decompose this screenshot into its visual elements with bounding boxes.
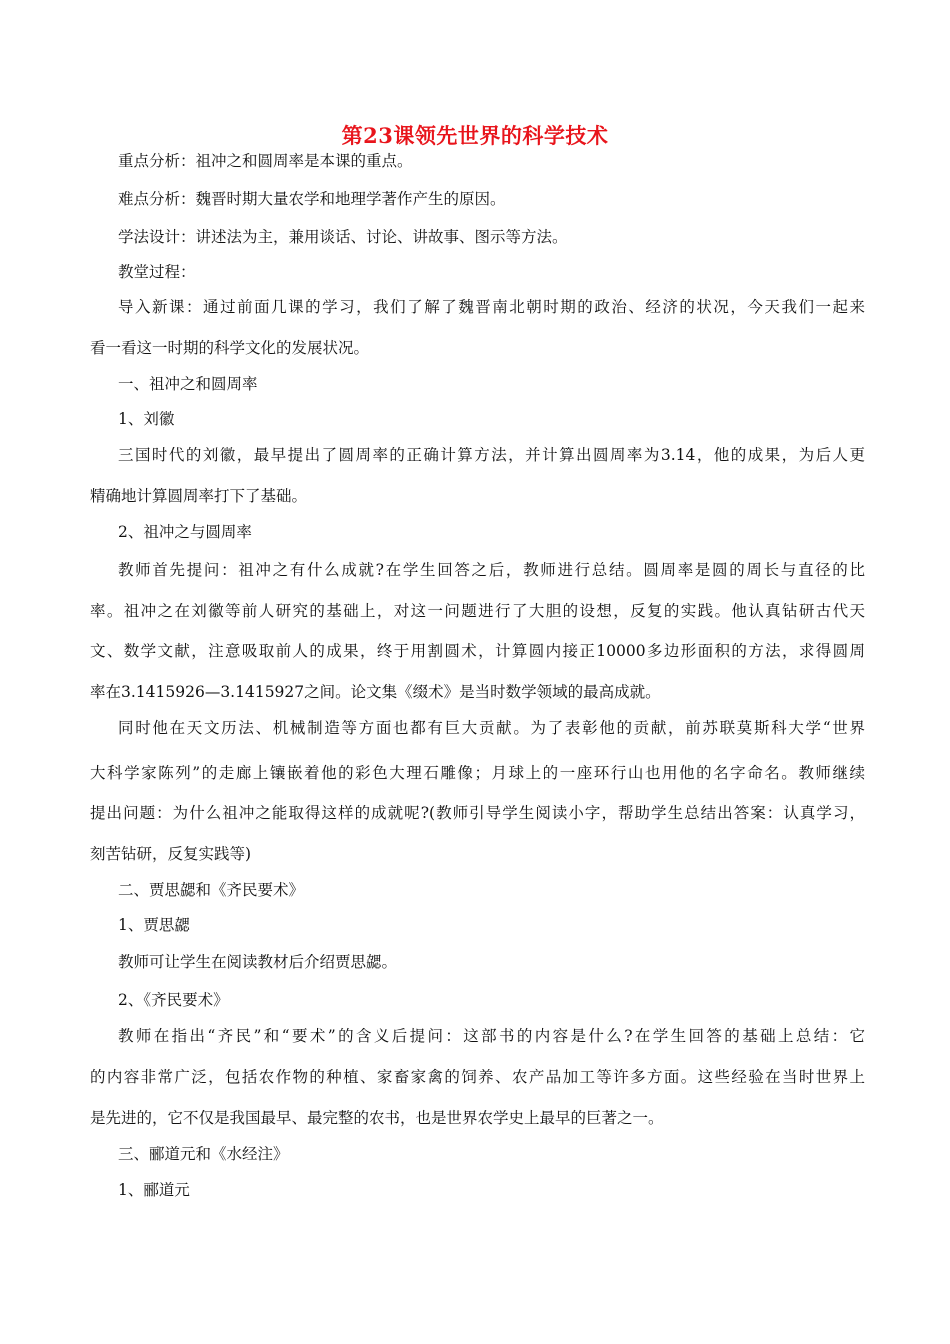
section-heading: 三、郦道元和《水经注》 — [118, 1145, 289, 1163]
paragraph-line: 提出问题：为什么祖冲之能取得这样的成就呢?(教师引导学生阅读小字，帮助学生总结出答案：认真学习， — [90, 804, 865, 822]
method-line: 学法设计：讲述法为主，兼用谈话、讨论、讲故事、图示等方法。 — [118, 228, 568, 246]
paragraph-line: 教师在指出“齐民”和“要术”的含义后提问：这部书的内容是什么?在学生回答的基础上总结：它 — [118, 1027, 865, 1045]
subsection-heading: 1、贾思勰 — [118, 916, 190, 934]
section-heading: 一、祖冲之和圆周率 — [118, 375, 258, 393]
paragraph-line: 三国时代的刘徽，最早提出了圆周率的正确计算方法，并计算出圆周率为3.14，他的成果，为后人更 — [118, 446, 865, 464]
subsection-heading: 1、刘徽 — [118, 410, 175, 428]
paragraph-line: 教师可让学生在阅读教材后介绍贾思勰。 — [118, 953, 398, 971]
process-heading: 教堂过程： — [118, 263, 196, 281]
paragraph-line: 看一看这一时期的科学文化的发展状况。 — [90, 339, 370, 357]
paragraph-line: 率。祖冲之在刘徽等前人研究的基础上，对这一问题进行了大胆的设想，反复的实践。他认真钻研古代天 — [90, 602, 865, 620]
key-point-line: 重点分析：祖冲之和圆周率是本课的重点。 — [118, 152, 413, 170]
paragraph-line: 精确地计算圆周率打下了基础。 — [90, 487, 308, 505]
paragraph-line: 文、数学文献，注意吸取前人的成果，终于用割圆术，计算圆内接正10000多边形面积的方法，求得圆周 — [90, 642, 865, 660]
paragraph-line: 导入新课：通过前面几课的学习，我们了解了魏晋南北朝时期的政治、经济的状况，今天我们一起来 — [118, 298, 865, 316]
paragraph-line: 率在3.1415926—3.1415927之间。论文集《缀术》是当时数学领域的最高成就。 — [90, 683, 661, 701]
difficulty-line: 难点分析：魏晋时期大量农学和地理学著作产生的原因。 — [118, 190, 506, 208]
paragraph-line: 教师首先提问：祖冲之有什么成就?在学生回答之后，教师进行总结。圆周率是圆的周长与直径的比 — [118, 561, 865, 579]
paragraph-line: 大科学家陈列”的走廊上镶嵌着他的彩色大理石雕像；月球上的一座环行山也用他的名字命名。教师继续 — [90, 764, 865, 782]
paragraph-line: 是先进的，它不仅是我国最早、最完整的农书，也是世界农学史上最早的巨著之一。 — [90, 1109, 664, 1127]
lesson-title: 第23课领先世界的科学技术 — [341, 123, 609, 148]
subsection-heading: 1、郦道元 — [118, 1181, 190, 1199]
paragraph-line: 同时他在天文历法、机械制造等方面也都有巨大贡献。为了表彰他的贡献，前苏联莫斯科大学“世界 — [118, 719, 865, 737]
subsection-heading: 2、《齐民要术》 — [118, 991, 229, 1009]
paragraph-line: 的内容非常广泛，包括农作物的种植、家畜家禽的饲养、农产品加工等许多方面。这些经验在当时世界上 — [90, 1068, 865, 1086]
paragraph-line: 刻苦钻研，反复实践等) — [90, 845, 252, 863]
section-heading: 二、贾思勰和《齐民要术》 — [118, 881, 305, 899]
subsection-heading: 2、祖冲之与圆周率 — [118, 523, 252, 541]
